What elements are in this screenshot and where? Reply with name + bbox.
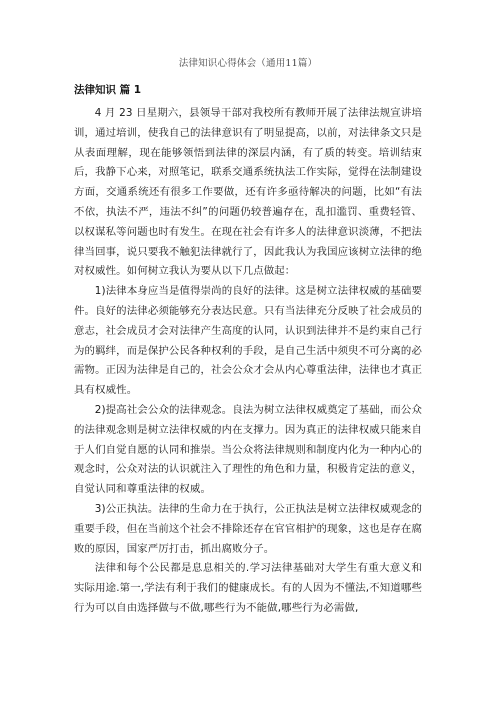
document-header-title: 法律知识心得体会（通用11篇） [178, 58, 318, 69]
paragraph-intro: 4 月 23 日星期六，县领导干部对我校所有教师开展了法律法规宣讲培训，通过培训，使我自己的法律意识有了明显提高，以前，对法律条文只是从表面理解，现在能够领悟到法律的深层内涵，有了质的转变。培训结束后，我静下心来，对照笔记，联系交通系统执法工作实际，觉得在法制建设方面，交通系统还有很多工作要做，还有许多亟待解决的问题，比如“有法不依，执法不严，违法不纠”的问题仍较普遍存在，乱扣滥罚、重费轻管、以权谋私等问题也时有发生。在现在社会有许多人的法律意识淡薄，不把法律当回事，说只要我不触犯法律就行了，因此我认为我国应该树立法律的绝对权威性。如何树立我认为要从以下几点做起： [74, 107, 422, 278]
section-title: 法律知识 篇 1 [74, 84, 142, 96]
paragraph-conclusion: 法律和每个公民都是息息相关的.学习法律基础对大学生有重大意义和实际用途.第一,学法有利于我们的健康成长。有的人因为不懂法,不知道哪些行为可以自由选择做与不做,哪些行为不能做,哪些行为必需做, [74, 562, 422, 614]
document-body [74, 80, 422, 619]
paragraph-point-2: 2)提高社会公众的法律观念。良法为树立法律权威奠定了基础，而公众的法律观念则是树立法律权威的内在支撑力。因为真正的法律权威只能来自于人们自觉自愿的认同和推崇。当公众将法律规则和制度内化为一种内心的观念时，公众对法的认识就注入了理性的角色和力量，积极肯定法的意义，自觉认同和尊重法律的权威。 [74, 403, 422, 496]
paragraph-point-3: 3)公正执法。法律的生命力在于执行，公正执法是树立法律权威观念的重要手段，但在当前这个社会不排除还存在官官相护的现象，这也是存在腐败的原因，国家严厉打击，抓出腐败分子。 [74, 502, 422, 555]
paragraph-point-1: 1)法律本身应当是值得崇尚的良好的法律。这是树立法律权威的基础要件。良好的法律必须能够充分表达民意。只有当法律充分反映了社会成员的意志，社会成员才会对法律产生高度的认同，认识到法律并不是约束自己行为的羁绊，而是保护公民各种权利的手段，是自己生活中须臾不可分离的必需物。正因为法律是自己的，社会公众才会从内心尊重法律，法律也才真正具有权威性。 [74, 285, 422, 397]
